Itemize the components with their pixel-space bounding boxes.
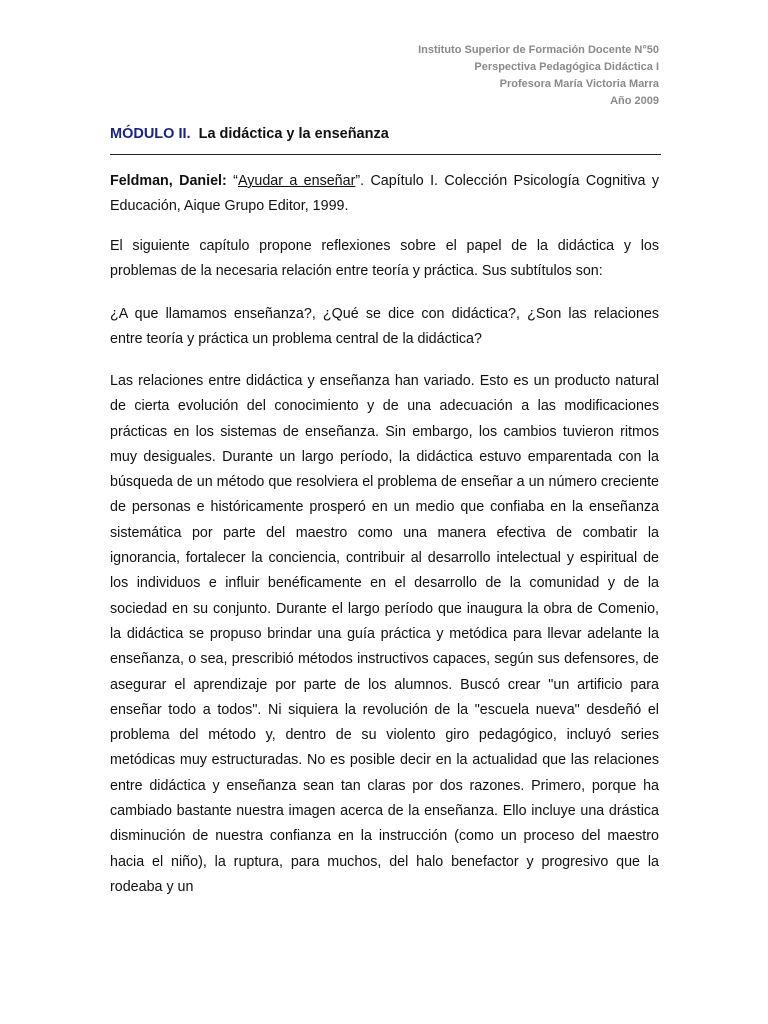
module-heading: [110, 126, 389, 142]
reference-author: Feldman, Daniel:: [110, 173, 227, 189]
reference-book-title: Ayudar a enseñar: [237, 173, 356, 189]
document-header: [418, 42, 659, 110]
header-professor: Profesora María Victoria Marra: [499, 78, 659, 90]
header-course: Perspectiva Pedagógica Didáctica I: [474, 61, 659, 73]
reference-paragraph: [110, 169, 659, 220]
header-year: Año 2009: [610, 95, 659, 107]
reference-details: ”. Capítulo I. Colección Psicología Cognitiva y Educación, Aique Grupo Editor, 1999.: [110, 173, 659, 215]
module-title: La didáctica y la enseñanza: [198, 126, 389, 142]
main-paragraph: Las relaciones entre didáctica y enseñanza han variado. Esto es un producto natural de cierta evolución del conocimiento y de una adecuación a las modificaciones prácticas en los sistemas de enseñanza. Sin embargo, los cambios tuvieron ritmos muy desiguales. Durante un largo período, la didáctica estuvo emparentada con la búsqueda de un método que resolviera el problema de enseñar a un número creciente de personas e históricamente prosperó en un medio que confiaba en la enseñanza sistemática por parte del maestro como una manera efectiva de combatir la ignorancia, fortalecer la conciencia, contribuir al desarrollo intelectual y espiritual de los individuos e influir benéficamente en el desarrollo de la comunidad y de la sociedad en su conjunto. Durante el largo período que inaugura la obra de Comenio, la didáctica se propuso brindar una guía práctica y metódica para llevar adelante la enseñanza, o sea, prescribió métodos instructivos capaces, según sus defensores, de asegurar el aprendizaje por parte de los alumnos. Buscó crear "un artificio para enseñar todo a todos". Ni siquiera la revolución de la "escuela nueva" desdeñó el problema del método y, dentro de su violento giro pedagógico, incluyó series metódicas muy estructuradas. No es posible decir en la actualidad que las relaciones entre didáctica y enseñanza sean tan claras por dos razones. Primero, porque ha cambiado bastante nuestra imagen acerca de la enseñanza. Ello incluye una drástica disminución de nuestra confianza en la instrucción (como un proceso del maestro hacia el niño), la ruptura, para muchos, del halo benefactor y progresivo que la rodeaba y un: [110, 373, 659, 895]
reference-quote-open: “: [226, 173, 238, 189]
module-label: MÓDULO II.: [110, 126, 191, 142]
subtitles-paragraph: ¿A que llamamos enseñanza?, ¿Qué se dice con didáctica?, ¿Son las relaciones entre teoría y práctica un problema central de la didáctica?: [110, 306, 659, 348]
header-institution: Instituto Superior de Formación Docente N°50: [418, 44, 659, 56]
heading-divider: [110, 154, 661, 155]
intro-paragraph: El siguiente capítulo propone reflexiones sobre el papel de la didáctica y los problemas de la necesaria relación entre teoría y práctica. Sus subtítulos son:: [110, 238, 659, 280]
